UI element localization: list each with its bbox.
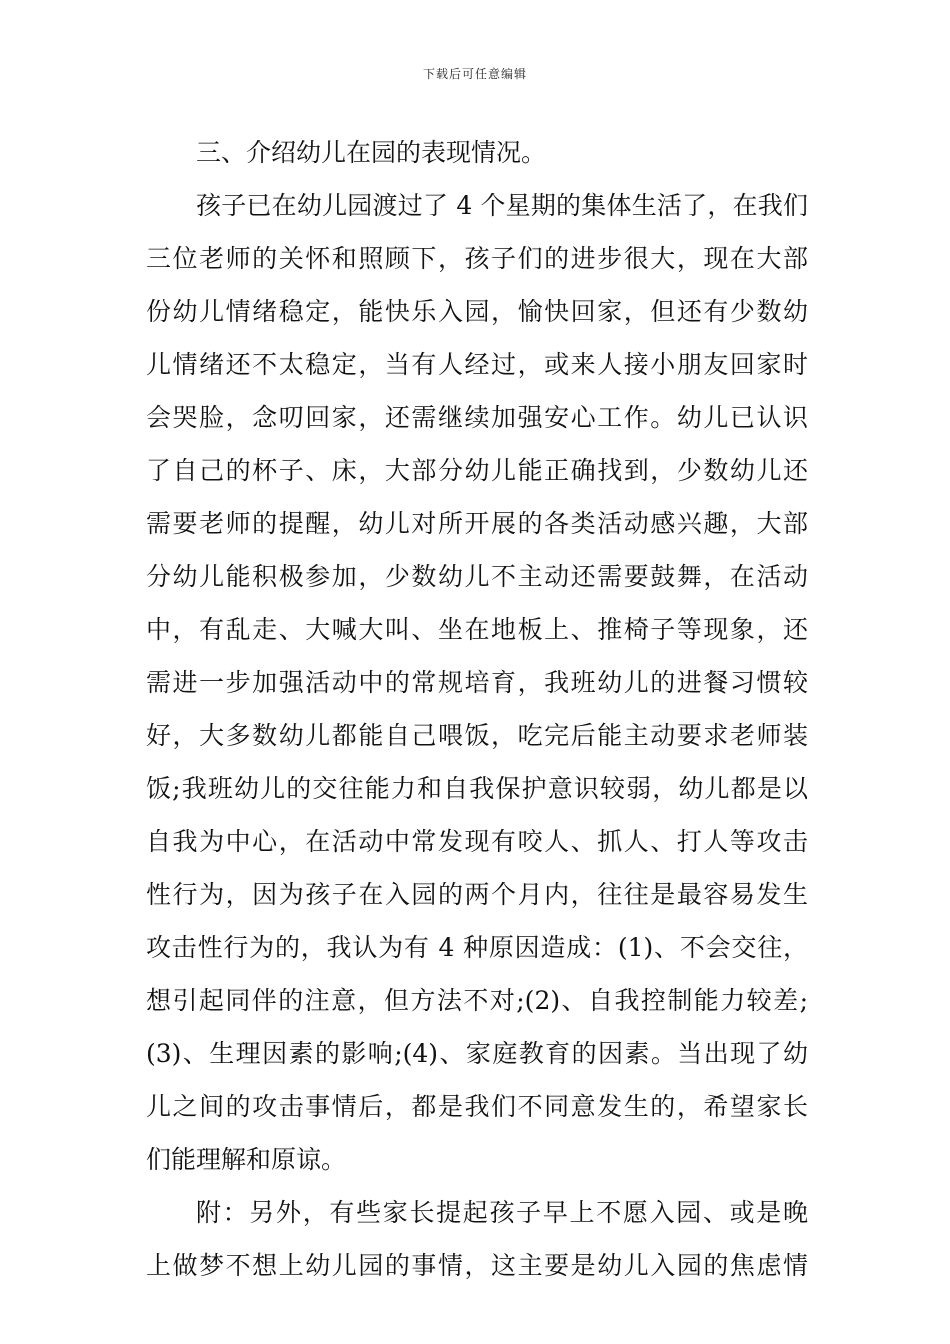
paragraph-line: 三位老师的关怀和照顾下，孩子们的进步很大，现在大部 [146,244,808,273]
paragraph-line: 们能理解和原谅。 [146,1145,347,1174]
paragraph-line: 儿情绪还不太稳定，当有人经过，或来人接小朋友回家时 [146,350,808,379]
paragraph-line: 需进一步加强活动中的常规培育，我班幼儿的进餐习惯较 [146,668,808,697]
paragraph-line: 攻击性行为的，我认为有 4 种原因造成：(1)、不会交往， [146,933,808,962]
paragraph-line: 了自己的杯子、床，大部分幼儿能正确找到，少数幼儿还 [146,456,808,485]
paragraph-line: 附：另外，有些家长提起孩子早上不愿入园、或是晚 [196,1198,808,1227]
header-note: 下载后可任意编辑 [422,67,527,81]
paragraph-line: 份幼儿情绪稳定，能快乐入园，愉快回家，但还有少数幼 [146,297,808,326]
document-body [146,126,808,1292]
paragraph-line: 会哭脸，念叨回家，还需继续加强安心工作。幼儿已认识 [146,403,808,432]
paragraph-line: 想引起同伴的注意，但方法不对;(2)、自我控制能力较差; [146,986,808,1015]
paragraph-line: (3)、生理因素的影响;(4)、家庭教育的因素。当出现了幼 [146,1039,808,1068]
paragraph-line: 儿之间的攻击事情后，都是我们不同意发生的，希望家长 [146,1092,808,1121]
paragraph-line: 自我为中心，在活动中常发现有咬人、抓人、打人等攻击 [146,827,808,856]
paragraph-line: 好，大多数幼儿都能自己喂饭，吃完后能主动要求老师装 [146,721,808,750]
paragraph-line: 性行为，因为孩子在入园的两个月内，往往是最容易发生 [146,880,808,909]
paragraph-line: 需要老师的提醒，幼儿对所开展的各类活动感兴趣，大部 [146,509,808,538]
paragraph-line: 中，有乱走、大喊大叫、坐在地板上、推椅子等现象，还 [146,615,808,644]
paragraph-line: 孩子已在幼儿园渡过了 4 个星期的集体生活了，在我们 [196,191,808,220]
paragraph-line: 分幼儿能积极参加，少数幼儿不主动还需要鼓舞，在活动 [146,562,808,591]
section-heading: 三、介绍幼儿在园的表现情况。 [196,138,547,167]
paragraph-line: 饭;我班幼儿的交往能力和自我保护意识较弱，幼儿都是以 [146,774,808,803]
paragraph-line: 上做梦不想上幼儿园的事情，这主要是幼儿入园的焦虑情 [146,1251,808,1280]
